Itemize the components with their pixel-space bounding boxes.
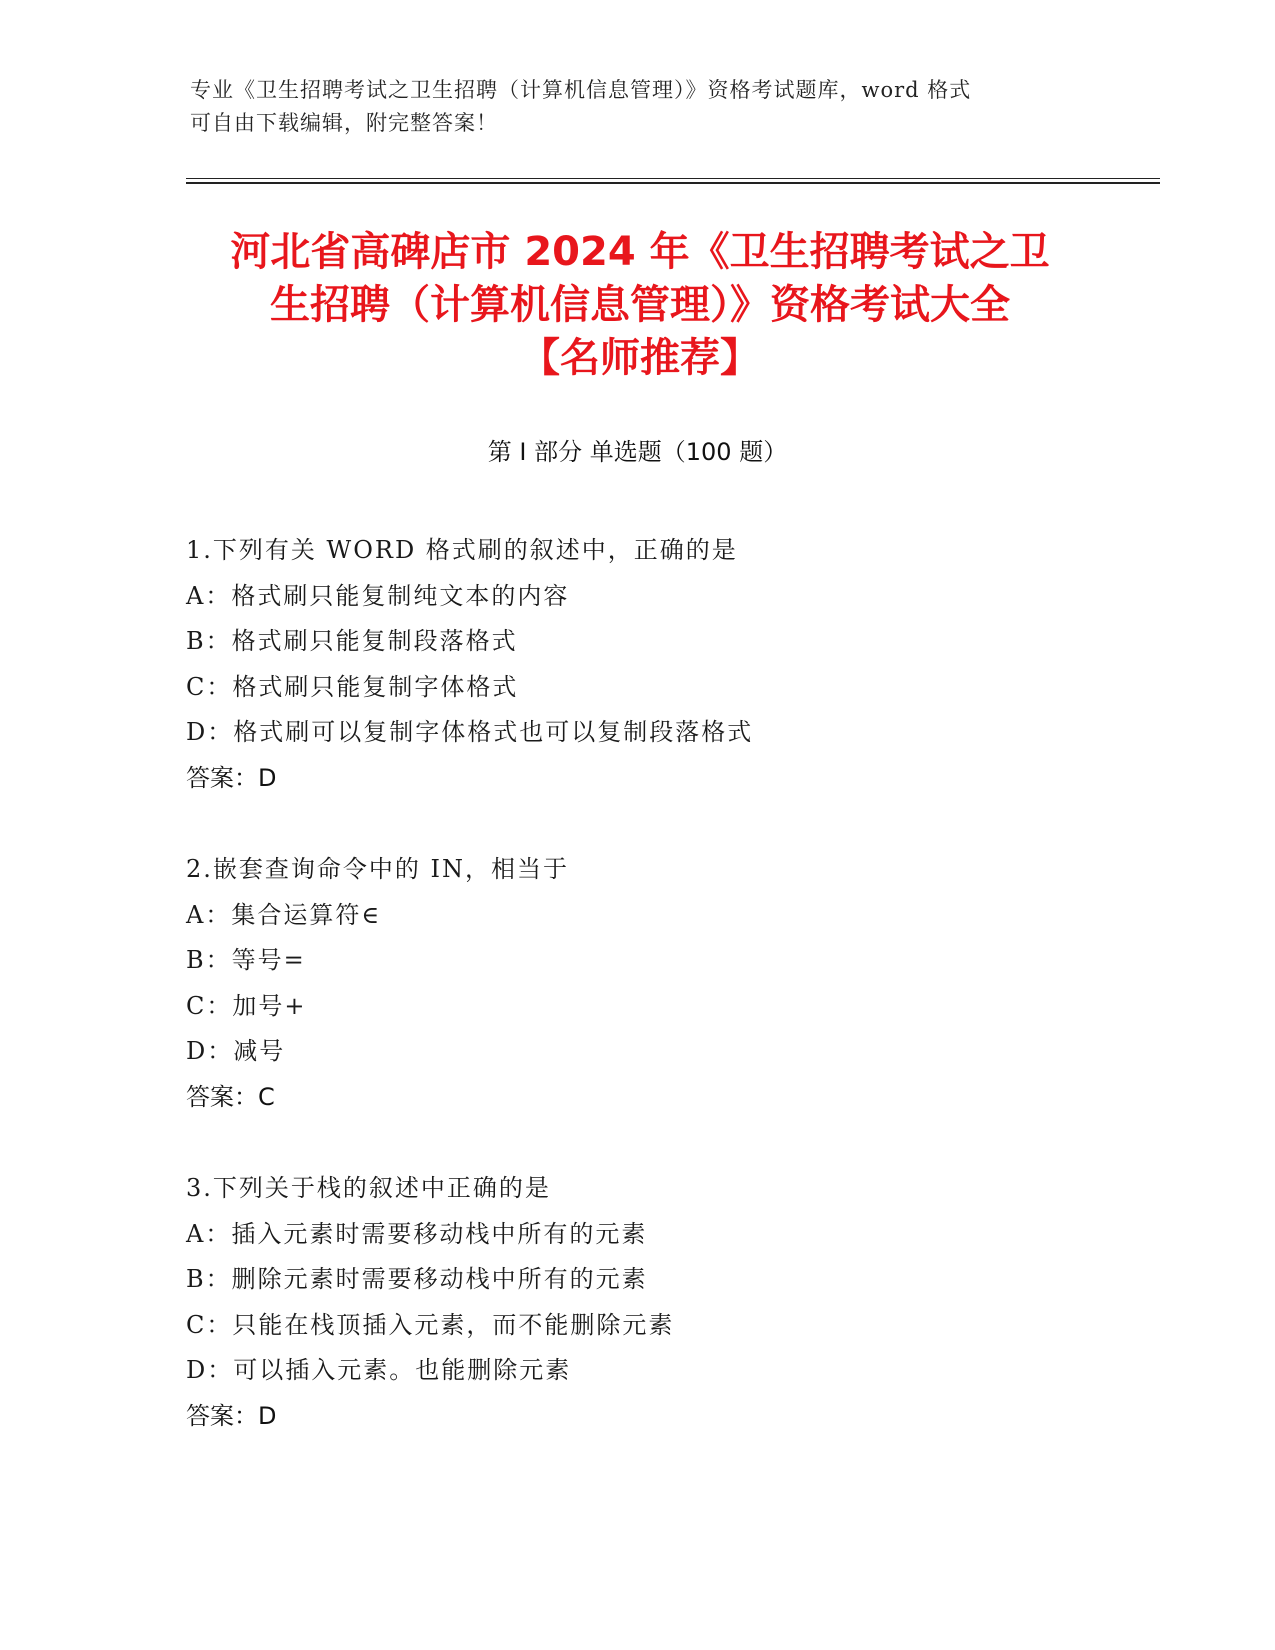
option-b: B：等号=	[186, 946, 306, 974]
document-title-line-2: 生招聘（计算机信息管理）》资格考试大全	[270, 282, 1010, 328]
option-d: D：格式刷可以复制字体格式也可以复制段落格式	[186, 718, 754, 746]
header-note-line-1: 专业《卫生招聘考试之卫生招聘（计算机信息管理）》资格考试题库，word 格式	[190, 78, 972, 102]
section-heading: 第 I 部分 单选题（100 题）	[487, 438, 788, 466]
option-d: D：减号	[186, 1037, 286, 1065]
option-d: D：可以插入元素。也能删除元素	[186, 1356, 572, 1384]
option-b: B：格式刷只能复制段落格式	[186, 627, 518, 655]
header-divider-thin	[186, 178, 1160, 179]
option-c: C：格式刷只能复制字体格式	[186, 672, 519, 701]
option-c: C：只能在栈顶插入元素，而不能删除元素	[186, 1310, 675, 1339]
header-note	[190, 74, 1090, 140]
question-item	[186, 847, 1146, 1120]
question-list	[186, 528, 1146, 1485]
question-stem: 3.下列关于栈的叙述中正确的是	[186, 1174, 551, 1202]
option-c: C：加号+	[186, 991, 307, 1020]
option-a: A：集合运算符∈	[186, 900, 382, 929]
option-a: A：插入元素时需要移动栈中所有的元素	[186, 1219, 648, 1248]
answer-text: 答案：D	[186, 763, 277, 792]
option-b: B：删除元素时需要移动栈中所有的元素	[186, 1265, 648, 1293]
header-note-line-2: 可自由下载编辑，附完整答案！	[190, 111, 498, 135]
document-title-line-1: 河北省高碑店市 2024 年《卫生招聘考试之卫	[230, 229, 1050, 275]
header-divider-thick	[186, 182, 1160, 184]
answer-text: 答案：D	[186, 1401, 277, 1430]
question-stem: 1.下列有关 WORD 格式刷的叙述中，正确的是	[186, 536, 738, 564]
question-item	[186, 1166, 1146, 1439]
answer-text: 答案：C	[186, 1082, 275, 1111]
option-a: A：格式刷只能复制纯文本的内容	[186, 581, 570, 610]
question-item	[186, 528, 1146, 801]
question-stem: 2.嵌套查询命令中的 IN，相当于	[186, 855, 570, 883]
document-title	[150, 226, 1130, 385]
document-title-line-3: 【名师推荐】	[520, 335, 760, 381]
